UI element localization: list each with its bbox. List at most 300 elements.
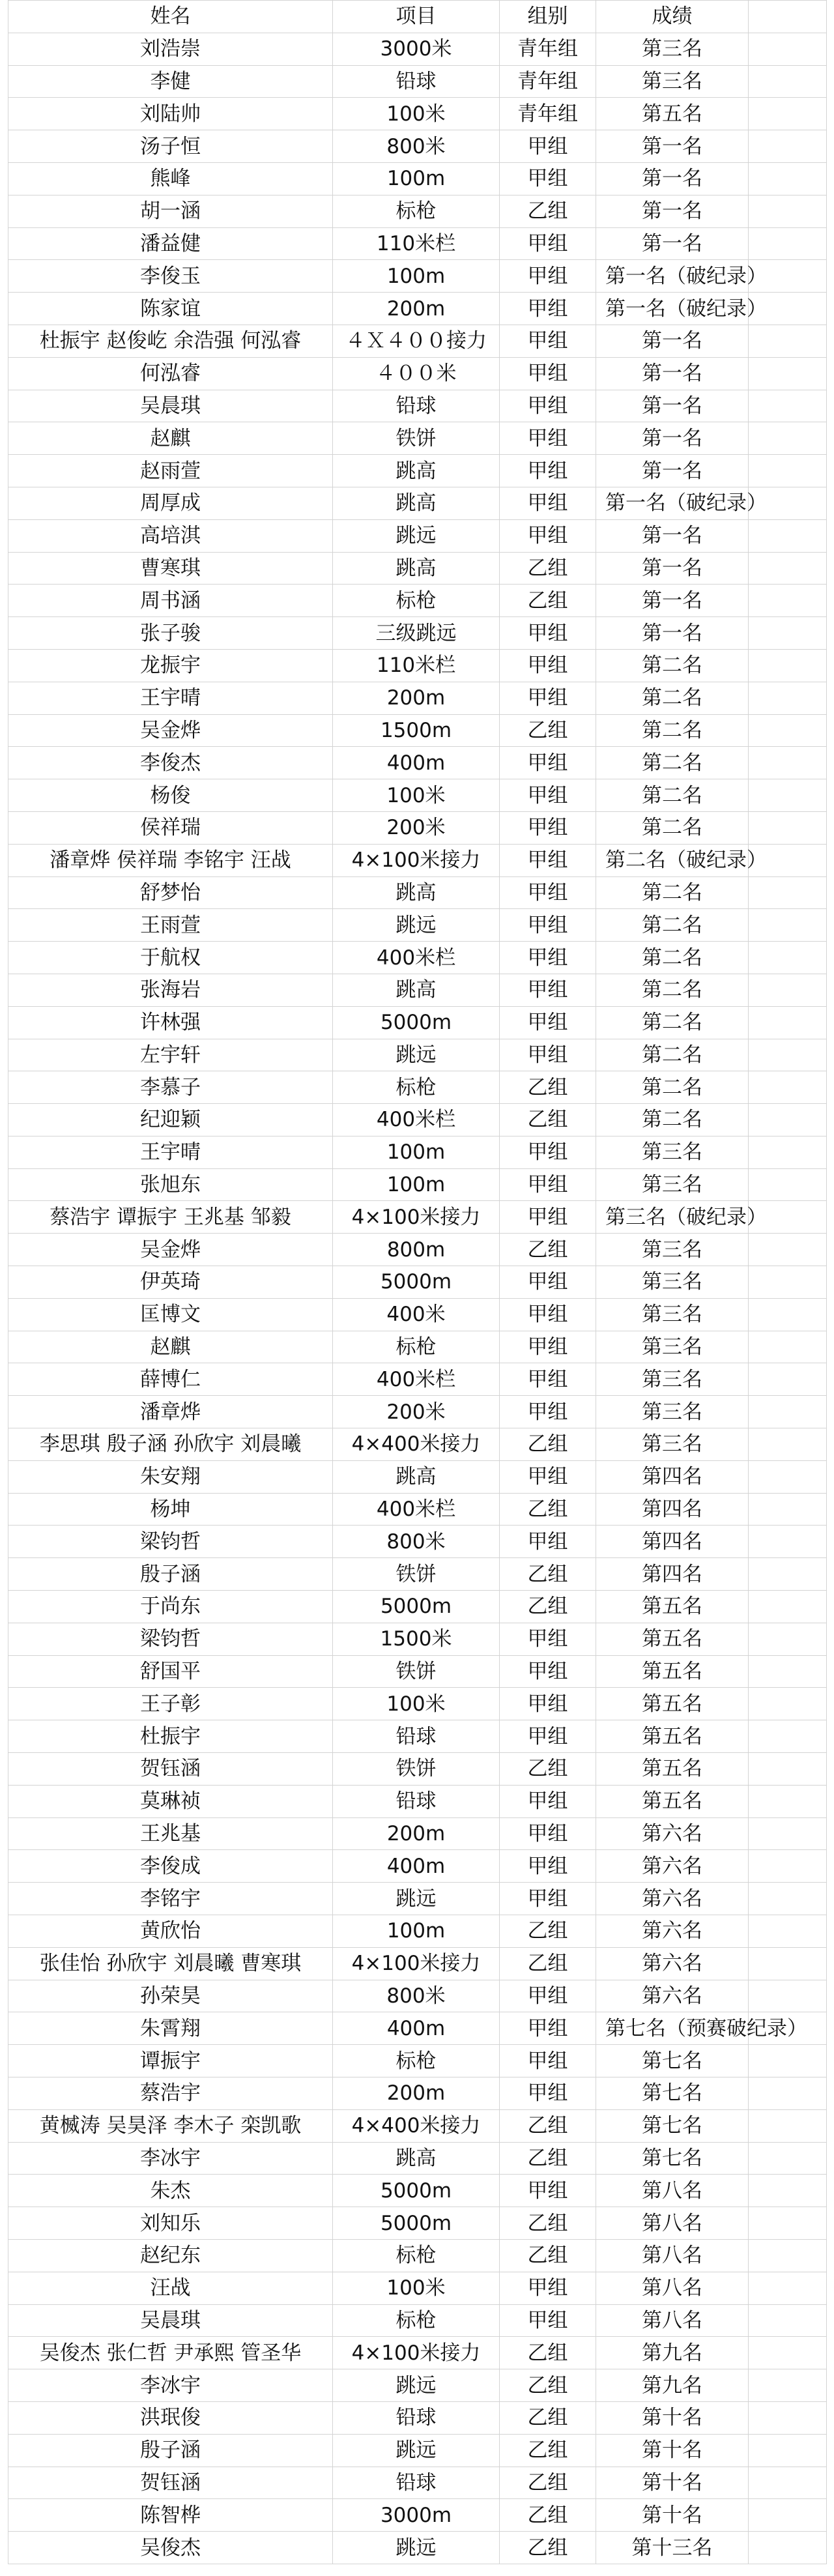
athlete-name-cell: 王雨萱: [8, 909, 333, 942]
group-cell: 乙组: [500, 1428, 596, 1461]
event-cell: 4×400米接力: [333, 1428, 500, 1461]
athlete-name-cell: 侯祥瑞: [8, 811, 333, 844]
empty-cell: [749, 714, 827, 747]
event-cell: 400m: [333, 2012, 500, 2045]
table-row: [8, 1720, 827, 1753]
empty-cell: [749, 649, 827, 682]
group-cell: 甲组: [500, 1980, 596, 2012]
empty-cell: [749, 2272, 827, 2304]
event-cell: 200m: [333, 293, 500, 325]
table-row: [8, 1591, 827, 1623]
event-cell: 110米栏: [333, 227, 500, 260]
table-row: [8, 811, 827, 844]
result-cell: 第五名: [596, 98, 749, 130]
empty-cell: [749, 682, 827, 714]
group-cell: 甲组: [500, 1817, 596, 1850]
table-row: [8, 33, 827, 65]
table-row: [8, 2467, 827, 2499]
result-cell: 第四名: [596, 1493, 749, 1526]
group-cell: 甲组: [500, 2012, 596, 2045]
event-cell: 标枪: [333, 2304, 500, 2337]
empty-cell: [749, 552, 827, 585]
group-cell: 乙组: [500, 2401, 596, 2434]
event-cell: 跳远: [333, 1039, 500, 1071]
group-cell: 乙组: [500, 714, 596, 747]
empty-cell: [749, 876, 827, 909]
athlete-name-cell: 谭振宇: [8, 2045, 333, 2077]
result-cell: 第一名: [596, 519, 749, 552]
athlete-name-cell: 杨坤: [8, 1493, 333, 1526]
athlete-name-cell: 李俊杰: [8, 747, 333, 779]
result-cell: 第二名: [596, 876, 749, 909]
table-row: [8, 1980, 827, 2012]
group-cell: 乙组: [500, 1558, 596, 1591]
result-cell: 第八名: [596, 2304, 749, 2337]
empty-cell: [749, 1363, 827, 1396]
athlete-name-cell: 李思琪 殷子涵 孙欣宇 刘晨曦: [8, 1428, 333, 1461]
group-cell: 甲组: [500, 325, 596, 357]
table-row: [8, 1655, 827, 1688]
event-cell: 400m: [333, 747, 500, 779]
table-row: [8, 2272, 827, 2304]
result-cell: 第四名: [596, 1526, 749, 1558]
result-cell: 第五名: [596, 1623, 749, 1655]
empty-cell: [749, 1460, 827, 1493]
result-cell: 第二名: [596, 682, 749, 714]
table-row: [8, 1785, 827, 1817]
header-result: 成绩: [596, 1, 749, 33]
table-row: [8, 1266, 827, 1299]
table-row: [8, 293, 827, 325]
empty-cell: [749, 325, 827, 357]
empty-cell: [749, 1558, 827, 1591]
table-row: [8, 227, 827, 260]
athlete-name-cell: 王宇晴: [8, 682, 333, 714]
table-row: [8, 65, 827, 98]
table-row: [8, 2532, 827, 2564]
result-cell: 第七名: [596, 2109, 749, 2142]
event-cell: 跳高: [333, 2142, 500, 2175]
group-cell: 甲组: [500, 876, 596, 909]
group-cell: 乙组: [500, 1071, 596, 1104]
table-row: [8, 2077, 827, 2110]
empty-cell: [749, 1266, 827, 1299]
result-cell: 第十名: [596, 2434, 749, 2467]
group-cell: 甲组: [500, 293, 596, 325]
table-row: [8, 682, 827, 714]
result-cell: 第一名: [596, 422, 749, 455]
table-row: [8, 844, 827, 876]
event-cell: 铁饼: [333, 1655, 500, 1688]
group-cell: 甲组: [500, 2175, 596, 2207]
athlete-name-cell: 伊英琦: [8, 1266, 333, 1299]
empty-cell: [749, 2045, 827, 2077]
event-cell: 1500m: [333, 714, 500, 747]
results-table: [8, 0, 827, 2564]
result-cell: 第三名: [596, 1234, 749, 1266]
empty-cell: [749, 1104, 827, 1136]
table-row: [8, 1753, 827, 1786]
table-row: [8, 2207, 827, 2240]
table-row: [8, 455, 827, 487]
athlete-name-cell: 蔡浩宇 谭振宇 王兆基 邹毅: [8, 1201, 333, 1234]
table-row: [8, 1071, 827, 1104]
athlete-name-cell: 李铭宇: [8, 1883, 333, 1915]
empty-cell: [749, 98, 827, 130]
table-row: [8, 2401, 827, 2434]
athlete-name-cell: 曹寒琪: [8, 552, 333, 585]
empty-cell: [749, 1428, 827, 1461]
empty-cell: [749, 65, 827, 98]
result-cell: 第二名: [596, 1039, 749, 1071]
athlete-name-cell: 于尚东: [8, 1591, 333, 1623]
group-cell: 乙组: [500, 2142, 596, 2175]
table-row: [8, 1168, 827, 1201]
result-cell: 第二名: [596, 779, 749, 812]
athlete-name-cell: 王子彰: [8, 1688, 333, 1720]
athlete-name-cell: 潘益健: [8, 227, 333, 260]
table-row: [8, 1850, 827, 1883]
event-cell: 5000m: [333, 1266, 500, 1299]
athlete-name-cell: 李慕子: [8, 1071, 333, 1104]
group-cell: 甲组: [500, 2045, 596, 2077]
result-cell: 第一名: [596, 357, 749, 390]
table-row: [8, 1363, 827, 1396]
table-row: [8, 195, 827, 227]
group-cell: 甲组: [500, 2272, 596, 2304]
result-cell: 第三名: [596, 1168, 749, 1201]
athlete-name-cell: 梁钧哲: [8, 1623, 333, 1655]
group-cell: 甲组: [500, 909, 596, 942]
event-cell: 400米: [333, 1298, 500, 1331]
event-cell: 100米: [333, 1688, 500, 1720]
group-cell: 甲组: [500, 1331, 596, 1363]
athlete-name-cell: 殷子涵: [8, 2434, 333, 2467]
group-cell: 甲组: [500, 779, 596, 812]
group-cell: 青年组: [500, 65, 596, 98]
group-cell: 乙组: [500, 585, 596, 617]
event-cell: 4×100米接力: [333, 1947, 500, 1980]
group-cell: 甲组: [500, 260, 596, 293]
athlete-name-cell: 赵麒: [8, 422, 333, 455]
result-cell: 第八名: [596, 2272, 749, 2304]
result-cell: 第九名: [596, 2337, 749, 2369]
group-cell: 甲组: [500, 2077, 596, 2110]
result-cell: 第三名: [596, 1266, 749, 1299]
athlete-name-cell: 周书涵: [8, 585, 333, 617]
event-cell: 4×100米接力: [333, 844, 500, 876]
table-row: [8, 2499, 827, 2532]
table-row: [8, 1201, 827, 1234]
table-row: [8, 2239, 827, 2272]
athlete-name-cell: 殷子涵: [8, 1558, 333, 1591]
event-cell: 跳高: [333, 455, 500, 487]
table-row: [8, 1136, 827, 1168]
group-cell: 甲组: [500, 1850, 596, 1883]
result-cell: 第五名: [596, 1655, 749, 1688]
empty-cell: [749, 2369, 827, 2402]
empty-cell: [749, 1688, 827, 1720]
group-cell: 甲组: [500, 357, 596, 390]
athlete-name-cell: 李健: [8, 65, 333, 98]
empty-cell: [749, 422, 827, 455]
table-row: [8, 585, 827, 617]
table-row: [8, 1688, 827, 1720]
table-row: [8, 942, 827, 974]
event-cell: 400m: [333, 1850, 500, 1883]
empty-cell: [749, 1817, 827, 1850]
result-cell: 第七名: [596, 2077, 749, 2110]
group-cell: 甲组: [500, 487, 596, 519]
group-cell: 甲组: [500, 130, 596, 163]
result-cell: 第一名: [596, 617, 749, 650]
group-cell: 青年组: [500, 98, 596, 130]
group-cell: 乙组: [500, 2239, 596, 2272]
athlete-name-cell: 杜振宇 赵俊屹 余浩强 何泓睿: [8, 325, 333, 357]
athlete-name-cell: 李俊玉: [8, 260, 333, 293]
table-row: [8, 2369, 827, 2402]
empty-cell: [749, 390, 827, 422]
table-row: [8, 714, 827, 747]
athlete-name-cell: 张海岩: [8, 974, 333, 1006]
result-cell: 第六名: [596, 1947, 749, 1980]
empty-cell: [749, 942, 827, 974]
athlete-name-cell: 朱霄翔: [8, 2012, 333, 2045]
event-cell: 100m: [333, 1136, 500, 1168]
event-cell: 400米栏: [333, 942, 500, 974]
table-row: [8, 974, 827, 1006]
result-cell: 第十名: [596, 2467, 749, 2499]
empty-cell: [749, 747, 827, 779]
result-cell: 第一名: [596, 130, 749, 163]
empty-cell: [749, 2239, 827, 2272]
event-cell: 铅球: [333, 2467, 500, 2499]
table-row: [8, 2434, 827, 2467]
result-cell: 第五名: [596, 1785, 749, 1817]
result-cell: 第三名: [596, 1396, 749, 1428]
header-name: 姓名: [8, 1, 333, 33]
empty-cell: [749, 1915, 827, 1948]
event-cell: 跳远: [333, 519, 500, 552]
athlete-name-cell: 黄欣怡: [8, 1915, 333, 1948]
athlete-name-cell: 莫琳祯: [8, 1785, 333, 1817]
event-cell: 1500米: [333, 1623, 500, 1655]
athlete-name-cell: 赵麒: [8, 1331, 333, 1363]
group-cell: 甲组: [500, 649, 596, 682]
athlete-name-cell: 孙荣昊: [8, 1980, 333, 2012]
athlete-name-cell: 吴晨琪: [8, 390, 333, 422]
athlete-name-cell: 李冰宇: [8, 2142, 333, 2175]
table-row: [8, 1396, 827, 1428]
event-cell: 跳远: [333, 909, 500, 942]
event-cell: 标枪: [333, 1071, 500, 1104]
empty-cell: [749, 1623, 827, 1655]
athlete-name-cell: 朱杰: [8, 2175, 333, 2207]
result-cell: 第二名: [596, 714, 749, 747]
group-cell: 乙组: [500, 1915, 596, 1948]
empty-cell: [749, 1655, 827, 1688]
event-cell: 跳高: [333, 487, 500, 519]
result-cell: 第四名: [596, 1558, 749, 1591]
event-cell: 三级跳远: [333, 617, 500, 650]
table-row: [8, 1623, 827, 1655]
table-row: [8, 1331, 827, 1363]
empty-cell: [749, 1980, 827, 2012]
table-row: [8, 1493, 827, 1526]
result-cell: 第三名: [596, 1428, 749, 1461]
event-cell: 跳远: [333, 2369, 500, 2402]
group-cell: 乙组: [500, 2337, 596, 2369]
table-row: [8, 2304, 827, 2337]
group-cell: 甲组: [500, 942, 596, 974]
empty-cell: [749, 162, 827, 195]
event-cell: 标枪: [333, 2045, 500, 2077]
athlete-name-cell: 贺钰涵: [8, 1753, 333, 1786]
event-cell: 3000米: [333, 33, 500, 65]
result-cell: 第二名（破纪录）: [596, 844, 749, 876]
result-cell: 第四名: [596, 1460, 749, 1493]
empty-cell: [749, 2499, 827, 2532]
athlete-name-cell: 贺钰涵: [8, 2467, 333, 2499]
event-cell: 标枪: [333, 2239, 500, 2272]
result-cell: 第十名: [596, 2401, 749, 2434]
result-cell: 第一名（破纪录）: [596, 260, 749, 293]
result-cell: 第三名: [596, 1331, 749, 1363]
empty-cell: [749, 974, 827, 1006]
athlete-name-cell: 熊峰: [8, 162, 333, 195]
table-row: [8, 747, 827, 779]
group-cell: 乙组: [500, 1234, 596, 1266]
empty-cell: [749, 1298, 827, 1331]
header-event: 项目: [333, 1, 500, 33]
athlete-name-cell: 吴金烨: [8, 1234, 333, 1266]
result-cell: 第六名: [596, 1883, 749, 1915]
event-cell: 铅球: [333, 65, 500, 98]
athlete-name-cell: 许林强: [8, 1006, 333, 1039]
athlete-name-cell: 杜振宇: [8, 1720, 333, 1753]
result-cell: 第七名: [596, 2142, 749, 2175]
event-cell: 100米: [333, 779, 500, 812]
result-cell: 第七名: [596, 2045, 749, 2077]
table-row: [8, 779, 827, 812]
table-row: [8, 1883, 827, 1915]
empty-cell: [749, 1883, 827, 1915]
athlete-name-cell: 王兆基: [8, 1817, 333, 1850]
event-cell: 200m: [333, 2077, 500, 2110]
athlete-name-cell: 潘章烨 侯祥瑞 李铭宇 汪战: [8, 844, 333, 876]
result-cell: 第二名: [596, 909, 749, 942]
table-row: [8, 1947, 827, 1980]
empty-cell: [749, 2337, 827, 2369]
empty-cell: [749, 2401, 827, 2434]
empty-cell: [749, 1136, 827, 1168]
group-cell: 甲组: [500, 455, 596, 487]
event-cell: 标枪: [333, 195, 500, 227]
result-cell: 第五名: [596, 1753, 749, 1786]
header-row: [8, 1, 827, 33]
result-cell: 第一名: [596, 552, 749, 585]
event-cell: 铅球: [333, 1720, 500, 1753]
result-cell: 第三名: [596, 1363, 749, 1396]
empty-cell: [749, 1591, 827, 1623]
group-cell: 甲组: [500, 1136, 596, 1168]
group-cell: 甲组: [500, 617, 596, 650]
result-cell: 第二名: [596, 974, 749, 1006]
group-cell: 甲组: [500, 1785, 596, 1817]
result-cell: 第五名: [596, 1688, 749, 1720]
table-row: [8, 1558, 827, 1591]
group-cell: 甲组: [500, 811, 596, 844]
athlete-name-cell: 李冰宇: [8, 2369, 333, 2402]
athlete-name-cell: 朱安翔: [8, 1460, 333, 1493]
group-cell: 甲组: [500, 1201, 596, 1234]
group-cell: 甲组: [500, 1720, 596, 1753]
athlete-name-cell: 吴俊杰: [8, 2532, 333, 2564]
event-cell: 800米: [333, 130, 500, 163]
athlete-name-cell: 张佳怡 孙欣宇 刘晨曦 曹寒琪: [8, 1947, 333, 1980]
event-cell: 110米栏: [333, 649, 500, 682]
event-cell: 200米: [333, 811, 500, 844]
table-body: [8, 33, 827, 2564]
result-cell: 第三名: [596, 65, 749, 98]
empty-cell: [749, 585, 827, 617]
empty-cell: [749, 2142, 827, 2175]
event-cell: ４Ｘ４００接力: [333, 325, 500, 357]
athlete-name-cell: 陈家谊: [8, 293, 333, 325]
table-row: [8, 1428, 827, 1461]
header-empty: [749, 1, 827, 33]
empty-cell: [749, 1006, 827, 1039]
group-cell: 甲组: [500, 844, 596, 876]
group-cell: 甲组: [500, 1363, 596, 1396]
event-cell: 4×100米接力: [333, 2337, 500, 2369]
table-row: [8, 552, 827, 585]
result-cell: 第八名: [596, 2239, 749, 2272]
event-cell: 跳远: [333, 1883, 500, 1915]
empty-cell: [749, 195, 827, 227]
result-cell: 第二名: [596, 1006, 749, 1039]
event-cell: 200m: [333, 682, 500, 714]
athlete-name-cell: 胡一涵: [8, 195, 333, 227]
empty-cell: [749, 2175, 827, 2207]
empty-cell: [749, 1071, 827, 1104]
table-row: [8, 422, 827, 455]
athlete-name-cell: 王宇晴: [8, 1136, 333, 1168]
event-cell: 铁饼: [333, 422, 500, 455]
group-cell: 甲组: [500, 1396, 596, 1428]
table-row: [8, 1526, 827, 1558]
table-row: [8, 2012, 827, 2045]
group-cell: 甲组: [500, 519, 596, 552]
table-row: [8, 1460, 827, 1493]
result-cell: 第一名: [596, 325, 749, 357]
event-cell: 100m: [333, 1915, 500, 1948]
group-cell: 甲组: [500, 974, 596, 1006]
group-cell: 甲组: [500, 227, 596, 260]
event-cell: 铅球: [333, 2401, 500, 2434]
result-cell: 第九名: [596, 2369, 749, 2402]
group-cell: 甲组: [500, 162, 596, 195]
empty-cell: [749, 357, 827, 390]
table-row: [8, 2109, 827, 2142]
group-cell: 甲组: [500, 1460, 596, 1493]
table-row: [8, 2175, 827, 2207]
event-cell: 800米: [333, 1526, 500, 1558]
result-cell: 第八名: [596, 2175, 749, 2207]
result-cell: 第二名: [596, 747, 749, 779]
table-row: [8, 617, 827, 650]
event-cell: 铁饼: [333, 1558, 500, 1591]
